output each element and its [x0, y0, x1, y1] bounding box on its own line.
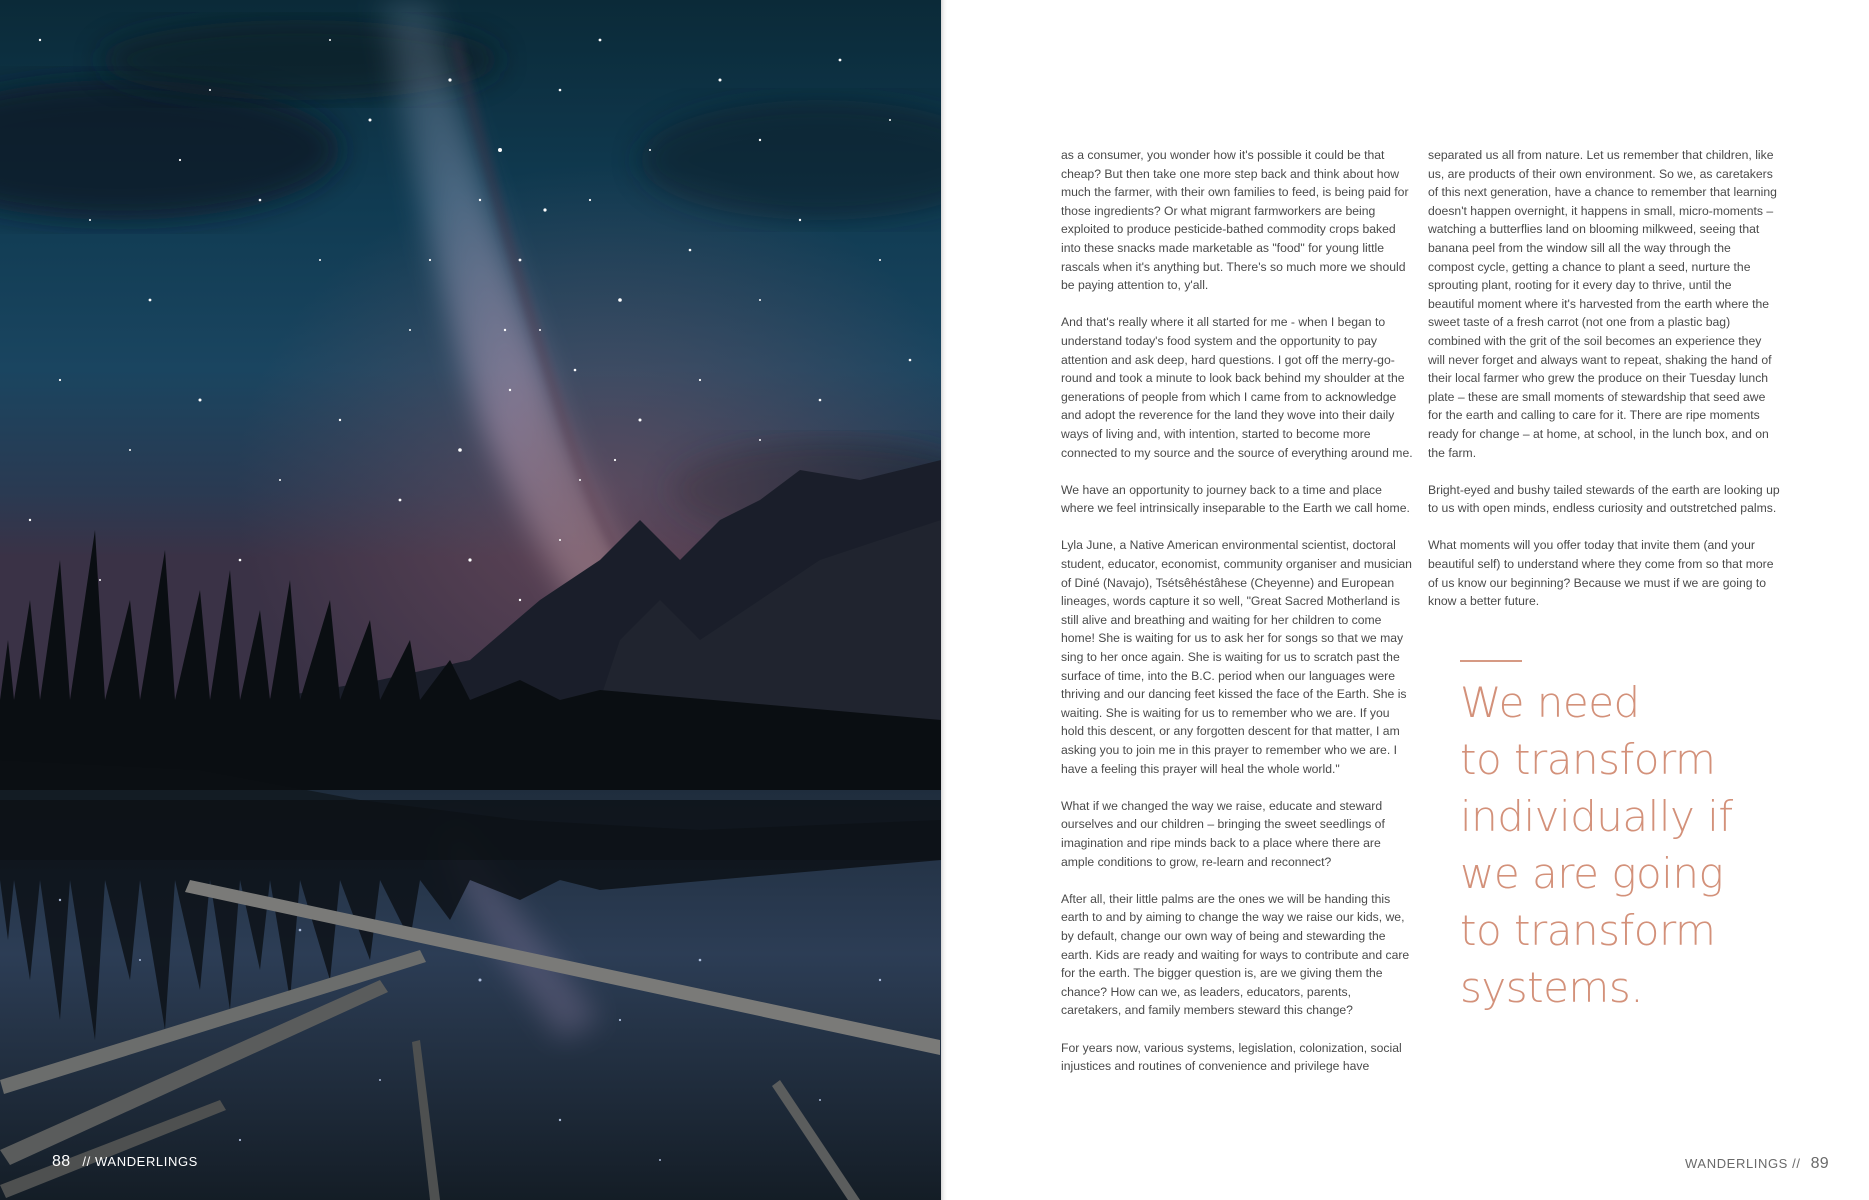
pull-quote-line: we are going: [1460, 849, 1724, 898]
paragraph: as a consumer, you wonder how it's possible it could be that cheap? But then take one more step back and think about how much the farmer, with their own families to feed, is being paid for those ingredients? Or what migrant farmworkers are being exploited to produce pesticide-bathed commodity crops baked into these snacks made marketable as "food" for young little rascals when it's anything but. There's so much more we should be paying attention to, y'all.: [1061, 148, 1409, 293]
paragraph: And that's really where it all started for me - when I began to understand today's food system and the opportunity to pay attention and ask deep, hard questions. I got off the merry-go-round and took a minute to look back behind my shoulder at the generations of people from which I came from to acknowledge and adopt the reverence for the land they wove into their daily ways of living and, with intention, started to become more connected to my source and the source of everything around me.: [1061, 315, 1413, 460]
paragraph: Lyla June, a Native American environmental scientist, doctoral student, educator, economist, community organiser and musician of Diné (Navajo), Tsétsêhéstâhese (Cheyenne) and European lineages, words capture it so well, "Great Sacred Motherland is still alive and breathing and waiting for her children to come home! She is waiting for us to ask her for songs so that we may sing to her once again. She is waiting for us to scratch past the surface of time, into the B.C. period when our languages were thriving and our dancing feet kissed the face of the Earth. She is waiting. She is waiting for us to remember who we are. If you hold this descent, or any forgotten descent for that matter, I am asking you to join me in this prayer to remember who we are. I have a feeling this prayer will heal the whole world.": [1061, 538, 1412, 776]
left-page-folio: [52, 1153, 198, 1171]
paragraph: What if we changed the way we raise, educate and steward ourselves and our children – bringing the sweet seedlings of imagination and ripe minds back to a place where there are ample conditions to grow, re-learn and reconnect?: [1061, 798, 1385, 869]
article-column-left: [1061, 146, 1413, 1094]
pull-quote-line: to transform: [1460, 735, 1716, 784]
publication-name-left: // WANDERLINGS: [82, 1154, 198, 1169]
paragraph: We have an opportunity to journey back to a time and place where we feel intrinsically inseparable to the Earth we call home.: [1061, 482, 1410, 516]
right-page-folio: [1685, 1155, 1829, 1173]
paragraph: After all, their little palms are the ones we will be handing this earth to and by aiming to change the way we raise our kids, we, by default, change our own way of being and stewarding the earth. Kids are ready and waiting for ways to contribute and care for the earth. The bigger question is, are we giving them the chance? How can we, as leaders, educators, parents, caretakers, and family members steward this change?: [1061, 891, 1410, 1018]
publication-name-right: WANDERLINGS //: [1685, 1156, 1801, 1171]
article-column-right: [1428, 146, 1780, 629]
page-number-right: 89: [1810, 1155, 1829, 1172]
paragraph: What moments will you offer today that invite them (and your beautiful self) to understand where they come from so that more of us know our beginning? Because we must if we are going to know a better future.: [1428, 538, 1774, 609]
pull-quote-line: individually if: [1460, 792, 1733, 841]
pull-quote: [1460, 674, 1760, 1016]
pull-quote-rule: [1460, 660, 1522, 662]
paragraph: separated us all from nature. Let us remember that children, like us, are products of their own environment. So we, as caretakers of this next generation, have a chance to remember that learning doesn't happen overnight, it happens in small, micro-moments – watching a butterflies land on blooming milkweed, seeing that banana peel from the window sill all the way through the compost cycle, getting a chance to plant a seed, nurture the sprouting plant, rooting for it every day to thrive, until the beautiful moment where it's harvested from the earth where the sweet taste of a fresh carrot (not one from a plastic bag) combined with the grit of the soil becomes an experience they will never forget and always want to repeat, shaking the hand of their local farmer who grew the produce on their Tuesday lunch plate – these are small moments of stewardship that seed awe for the earth and calling to care for it. There are ripe moments ready for change – at home, at school, in the lunch box, and on the farm.: [1428, 148, 1777, 460]
page-gutter: [941, 0, 947, 1200]
pull-quote-line: to transform: [1460, 906, 1716, 955]
pull-quote-line: systems.: [1460, 963, 1644, 1012]
paragraph: For years now, various systems, legislation, colonization, social injustices and routines of convenience and privilege have: [1061, 1040, 1402, 1074]
pull-quote-line: We need: [1460, 678, 1640, 727]
paragraph: Bright-eyed and bushy tailed stewards of the earth are looking up to us with open minds, endless curiosity and outstretched palms.: [1428, 482, 1780, 516]
page-number-left: 88: [52, 1153, 71, 1170]
